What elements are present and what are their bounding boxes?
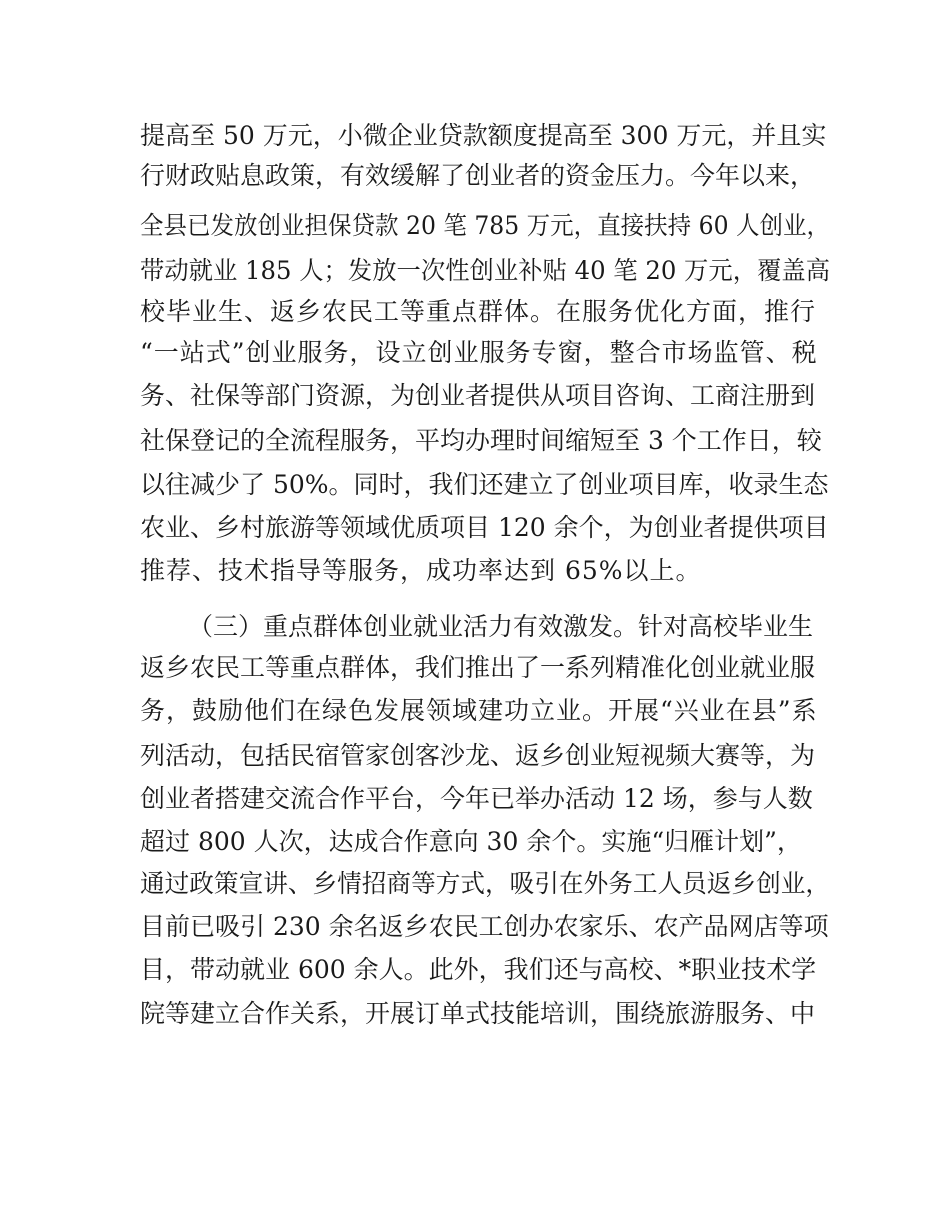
text-line: 务，鼓励他们在绿色发展领域建功立业。开展“兴业在县”系 [140,696,818,725]
text-line: 社保登记的全流程服务，平均办理时间缩短至 3 个工作日，较 [140,426,822,455]
text-line: 列活动，包括民宿管家创客沙龙、返乡创业短视频大赛等，为 [140,741,816,770]
text-line: 行财政贴息政策，有效缓解了创业者的资金压力。今年以来， [140,161,816,190]
text-line: 创业者搭建交流合作平台，今年已举办活动 12 场，参与人数 [140,784,813,813]
text-line: 校毕业生、返乡农民工等重点群体。在服务优化方面，推行 [140,297,817,326]
text-line: 院等建立合作关系，开展订单式技能培训，围绕旅游服务、中 [140,999,816,1028]
text-line: 以往减少了 50%。同时，我们还建立了创业项目库，收录生态 [140,470,829,499]
paragraph-heading: （三）重点群体创业就业活力有效激发。针对高校毕业生 [188,612,814,641]
text-line: 务、社保等部门资源，为创业者提供从项目咨询、工商注册到 [140,381,816,410]
text-line: 推荐、技术指导等服务，成功率达到 65%以上。 [140,556,702,585]
text-line: 超过 800 人次，达成合作意向 30 余个。实施“归雁计划”， [140,827,802,856]
text-line: 返乡农民工等重点群体，我们推出了一系列精准化创业就业服 [140,653,816,682]
text-line: 通过政策宣讲、乡情招商等方式，吸引在外务工人员返乡创业， [140,869,831,898]
text-line: 目前已吸引 230 余名返乡农民工创办农家乐、农产品网店等项 [140,912,829,941]
text-line: 目，带动就业 600 余人。此外，我们还与高校、*职业技术学 [140,955,817,984]
text-line: 农业、乡村旅游等领域优质项目 120 余个，为创业者提供项目 [140,513,829,542]
text-line: “一站式”创业服务，设立创业服务专窗，整合市场监管、税 [140,338,818,367]
text-line: 提高至 50 万元，小微企业贷款额度提高至 300 万元，并且实 [140,121,827,150]
text-line: 全县已发放创业担保贷款 20 笔 785 万元，直接扶持 60 人创业， [140,211,831,240]
text-line: 带动就业 185 人；发放一次性创业补贴 40 笔 20 万元，覆盖高 [140,256,831,285]
